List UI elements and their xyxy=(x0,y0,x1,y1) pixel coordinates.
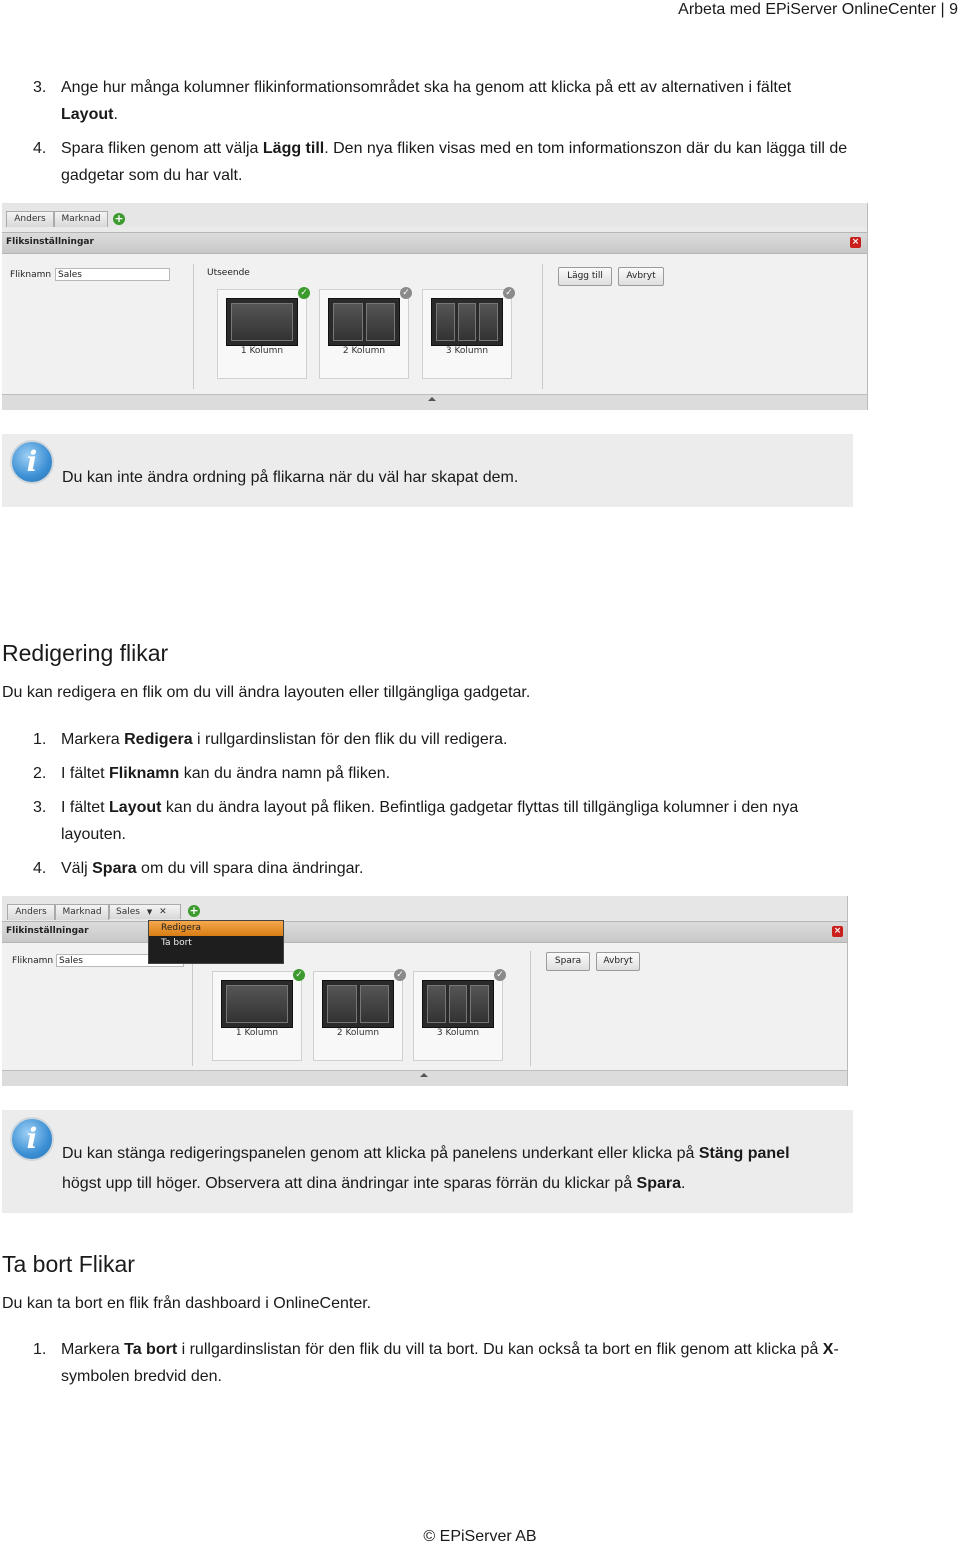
section-title: Redigering flikar xyxy=(2,640,169,666)
tab-name-input[interactable]: Sales xyxy=(56,954,184,967)
step-number: 2. xyxy=(33,765,47,782)
menu-item-edit[interactable]: Redigera xyxy=(149,921,283,936)
collapse-arrow-icon[interactable] xyxy=(420,1073,428,1077)
text-run: Markera xyxy=(61,1341,125,1358)
bold-term: X xyxy=(822,1341,834,1358)
divider xyxy=(193,264,194,389)
step-number: 3. xyxy=(33,799,47,816)
settings-bar xyxy=(2,232,867,254)
divider xyxy=(530,951,531,1066)
step-text xyxy=(61,855,850,882)
text-run: högst upp till höger. Observera att dina ändringar inte sparas förrän du klickar på xyxy=(62,1175,637,1192)
bold-term: Layout xyxy=(109,799,162,816)
layout-label: 2 Kolumn xyxy=(336,1028,380,1038)
text-run: I fältet xyxy=(61,765,110,782)
bold-term: Ta bort xyxy=(124,1341,178,1358)
close-panel-icon[interactable]: × xyxy=(851,237,860,247)
layout-label: 3 Kolumn xyxy=(436,1028,480,1038)
bold-term: Spara xyxy=(636,1175,682,1192)
step-number: 4. xyxy=(33,140,47,157)
section-intro: Du kan ta bort en flik från dashboard i OnlineCenter. xyxy=(2,1295,372,1312)
tab-dropdown-menu xyxy=(148,920,284,964)
layout-option-2[interactable] xyxy=(319,289,409,379)
layout-preview xyxy=(328,298,400,346)
tab-name-label: Fliknamn xyxy=(12,956,54,966)
tab-bar xyxy=(2,896,847,920)
check-icon: ✓ xyxy=(298,287,310,299)
step-number: 1. xyxy=(33,1341,47,1358)
tab-bar xyxy=(2,203,867,227)
layout-option-3[interactable] xyxy=(413,971,503,1061)
text-run: kan du ändra layout på fliken. Befintliga gadgetar flyttas till tillgängliga kolumner i den nya layouten. xyxy=(61,799,799,843)
settings-panel xyxy=(2,254,867,394)
text-run: . xyxy=(681,1175,686,1192)
layout-label: 1 Kolumn xyxy=(235,1028,279,1038)
panel-bottom-bar[interactable] xyxy=(2,1070,847,1086)
screenshot-add-tab xyxy=(2,203,868,410)
step-text xyxy=(61,135,850,189)
cancel-button[interactable]: Avbryt xyxy=(618,267,664,286)
check-icon: ✓ xyxy=(394,969,406,981)
layout-preview xyxy=(422,980,494,1028)
cancel-button[interactable]: Avbryt xyxy=(596,952,640,971)
tab-sales-label: Sales xyxy=(116,907,140,917)
step-text xyxy=(61,726,850,753)
step-text xyxy=(61,794,850,848)
tab-anders[interactable]: Anders xyxy=(7,904,55,920)
layout-label: 2 Kolumn xyxy=(342,346,386,356)
screenshot-edit-tab xyxy=(2,896,848,1086)
tab-name-label: Fliknamn xyxy=(10,270,52,280)
section-title: Ta bort Flikar xyxy=(2,1251,135,1277)
info-icon: i xyxy=(10,440,54,484)
close-tab-icon[interactable]: ✕ xyxy=(159,907,167,917)
text-run: i rullgardinslistan för den flik du vill redigera. xyxy=(192,731,508,748)
step-text xyxy=(61,760,850,787)
layout-preview xyxy=(226,298,298,346)
settings-title: Flikinställningar xyxy=(6,926,89,936)
add-button[interactable]: Lägg till xyxy=(558,267,612,286)
info-icon: i xyxy=(10,1117,54,1161)
settings-panel xyxy=(2,943,847,1070)
bold-term: Redigera xyxy=(124,731,193,748)
step-text xyxy=(61,74,850,128)
appearance-label: Utseende xyxy=(207,268,250,278)
page-footer: © EPiServer AB xyxy=(423,1528,537,1545)
text-run: Välj xyxy=(61,860,93,877)
divider xyxy=(192,951,193,1066)
page-header: Arbeta med EPiServer OnlineCenter | 9 xyxy=(678,1,958,18)
layout-option-3[interactable] xyxy=(422,289,512,379)
add-tab-icon[interactable]: + xyxy=(189,904,199,917)
step-number: 1. xyxy=(33,731,47,748)
layout-label: 3 Kolumn xyxy=(445,346,489,356)
text-run: Du kan stänga redigeringspanelen genom att klicka på panelens underkant eller klicka på xyxy=(62,1145,699,1162)
text-run: Markera xyxy=(61,731,125,748)
bold-term: Fliknamn xyxy=(109,765,180,782)
tab-marknad[interactable]: Marknad xyxy=(54,211,108,227)
close-panel-icon[interactable]: × xyxy=(833,926,842,936)
step-number: 3. xyxy=(33,79,47,96)
text-run: I fältet xyxy=(61,799,110,816)
layout-preview xyxy=(431,298,503,346)
check-icon: ✓ xyxy=(503,287,515,299)
text-run: Ange hur många kolumner flikinformationsområdet ska ha genom att klicka på ett av alternativen i fältet xyxy=(61,79,792,96)
layout-label: 1 Kolumn xyxy=(240,346,284,356)
text-run: Spara fliken genom att välja xyxy=(61,140,263,157)
section-intro: Du kan redigera en flik om du vill ändra layouten eller tillgängliga gadgetar. xyxy=(2,684,531,701)
settings-title: Fliksinställningar xyxy=(6,237,94,247)
tab-name-input[interactable]: Sales xyxy=(55,268,170,281)
collapse-arrow-icon[interactable] xyxy=(428,397,436,401)
text-run: i rullgardinslistan för den flik du vill ta bort. Du kan också ta bort en flik genom att klicka på xyxy=(177,1341,823,1358)
layout-preview xyxy=(221,980,293,1028)
check-icon: ✓ xyxy=(400,287,412,299)
save-button[interactable]: Spara xyxy=(546,952,590,971)
text-run: . xyxy=(113,106,118,123)
step-text xyxy=(61,1336,850,1390)
dropdown-arrow-icon[interactable]: ▼ xyxy=(146,908,153,916)
menu-item-delete[interactable]: Ta bort xyxy=(161,938,192,948)
panel-bottom-bar[interactable] xyxy=(2,394,867,410)
bold-term: Lägg till xyxy=(262,140,325,157)
text-run: om du vill spara dina ändringar. xyxy=(136,860,364,877)
check-icon: ✓ xyxy=(494,969,506,981)
check-icon: ✓ xyxy=(293,969,305,981)
info-box xyxy=(2,1110,853,1213)
text-run: -symbolen bredvid den. xyxy=(61,1341,839,1385)
bold-term: Spara xyxy=(92,860,137,877)
layout-option-2[interactable] xyxy=(313,971,403,1061)
tab-sales[interactable] xyxy=(109,904,181,919)
info-text: Du kan inte ändra ordning på flikarna när du väl har skapat dem. xyxy=(62,469,519,486)
text-run: kan du ändra namn på fliken. xyxy=(179,765,391,782)
layout-option-1[interactable] xyxy=(212,971,302,1061)
add-tab-icon[interactable]: + xyxy=(114,212,124,225)
settings-bar xyxy=(2,921,847,943)
info-box xyxy=(2,434,853,507)
bold-term: Stäng panel xyxy=(698,1145,790,1162)
divider xyxy=(542,264,543,389)
tab-marknad[interactable]: Marknad xyxy=(55,904,109,920)
layout-preview xyxy=(322,980,394,1028)
layout-option-1[interactable] xyxy=(217,289,307,379)
bold-term: Layout xyxy=(61,106,114,123)
tab-anders[interactable]: Anders xyxy=(6,211,54,227)
info-text xyxy=(62,1139,823,1199)
text-run: . Den nya fliken visas med en tom informationszon där du kan lägga till de gadgetar som du har valt. xyxy=(61,140,848,184)
step-number: 4. xyxy=(33,860,47,877)
